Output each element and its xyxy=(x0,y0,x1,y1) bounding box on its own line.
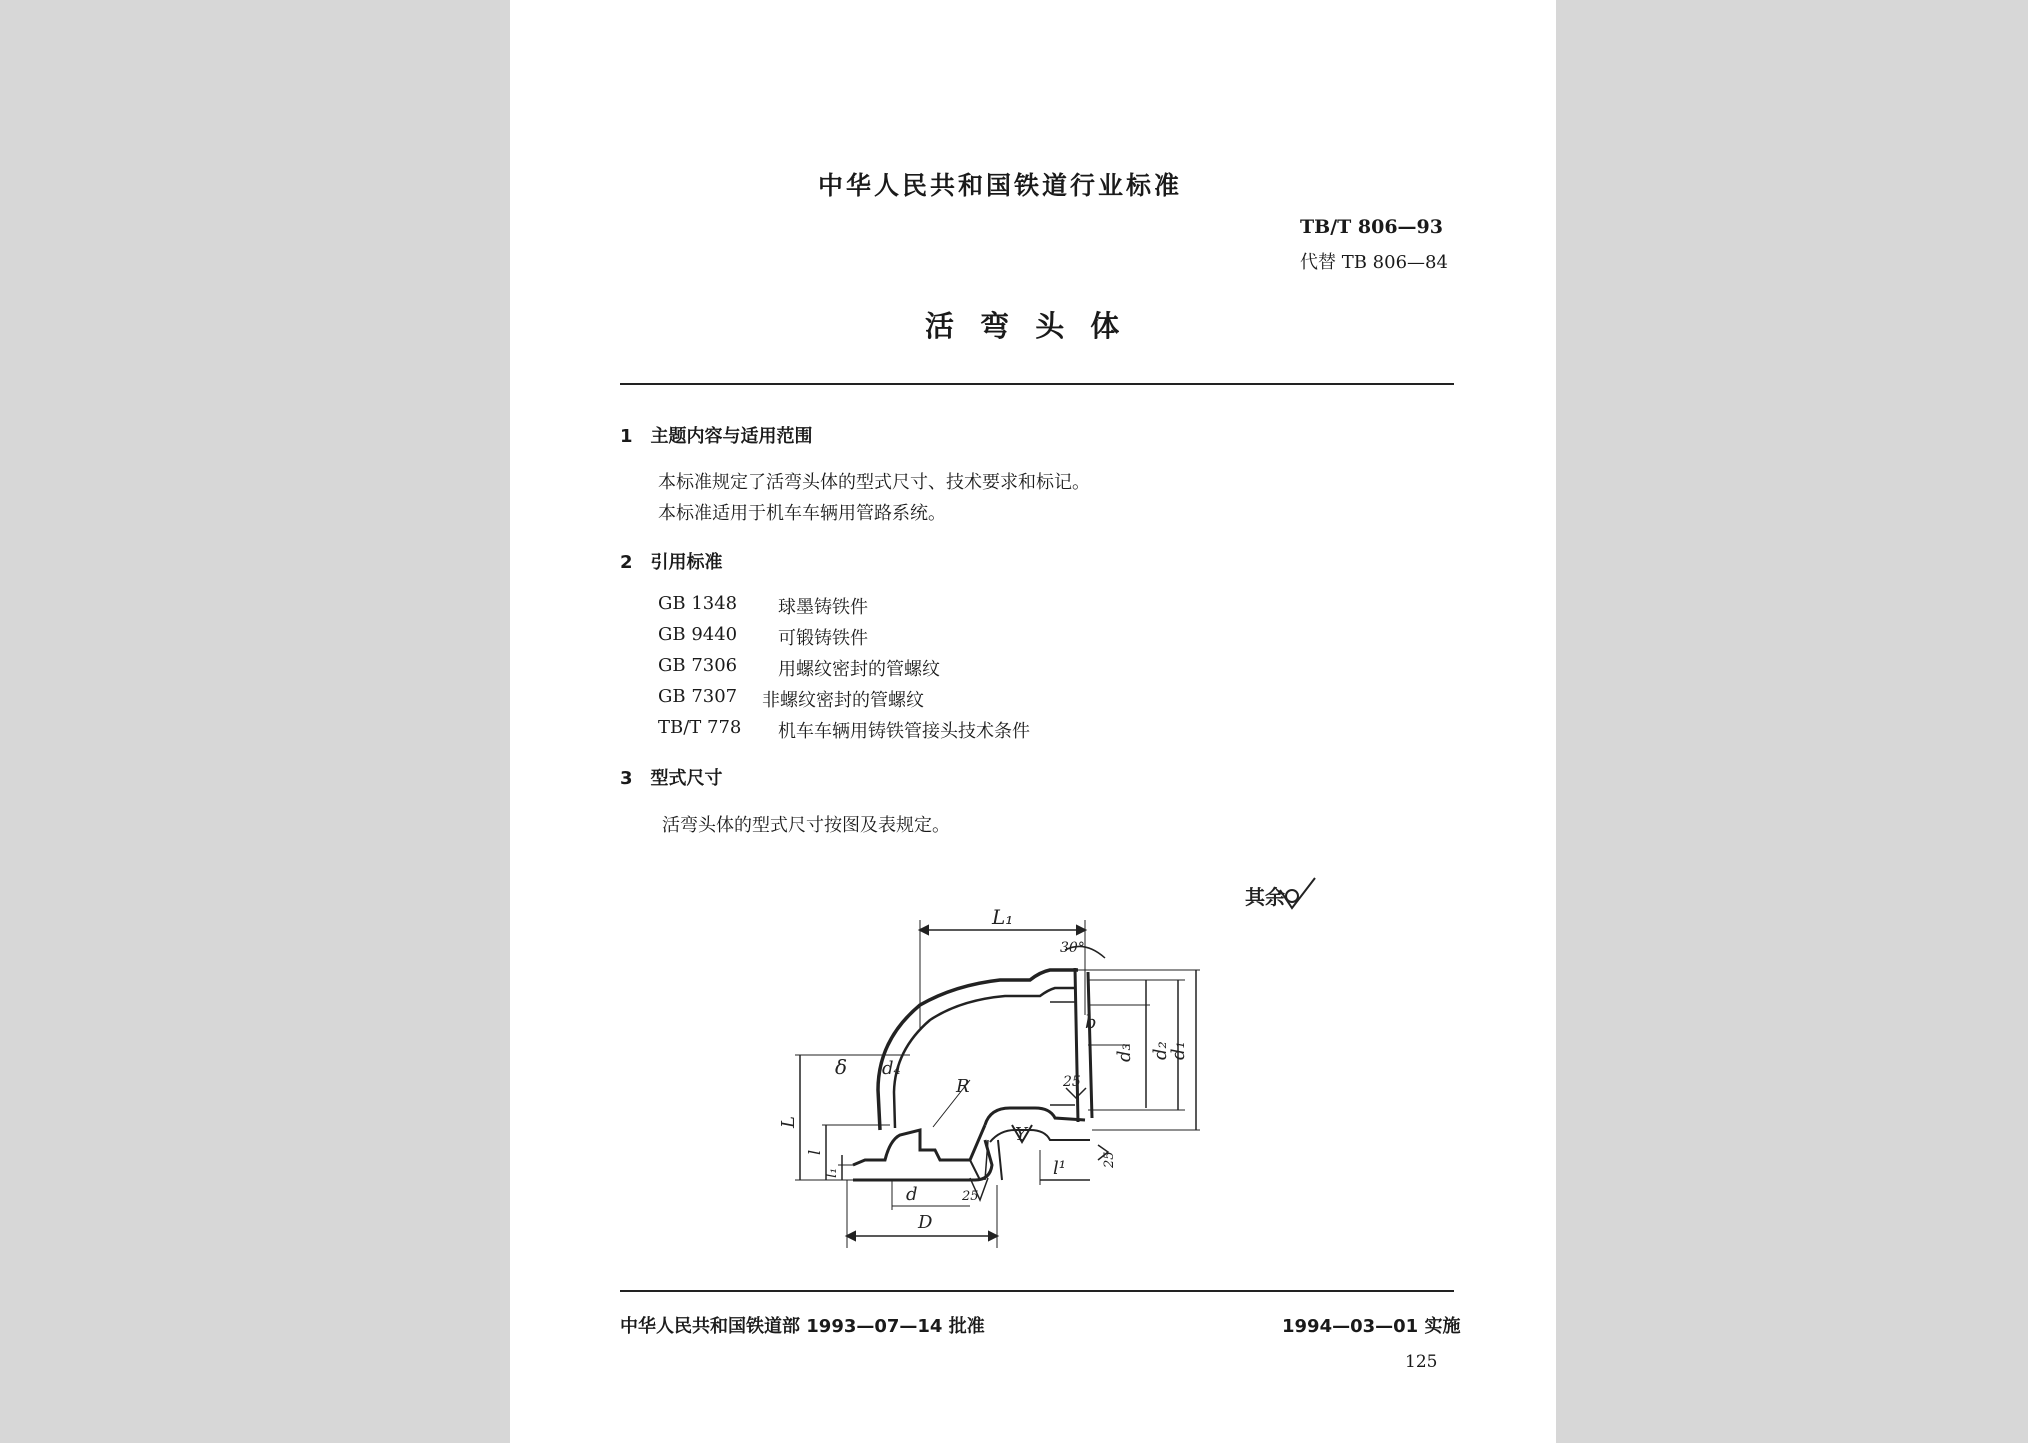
std-number: TB/T 806—93 xyxy=(1300,216,1443,238)
bottom-rule xyxy=(620,1290,1454,1292)
label-d3: d₃ xyxy=(1114,1043,1135,1062)
ref-code: GB 1348 xyxy=(658,593,738,614)
page-number: 125 xyxy=(1405,1352,1438,1372)
label-l1-left: l₁ xyxy=(824,1167,840,1178)
label-D: D xyxy=(918,1212,933,1233)
org-title: 中华人民共和国铁道行业标准 xyxy=(818,171,1183,200)
section1-para2: 本标准适用于机车车辆用管路系统。 xyxy=(658,503,946,524)
label-l: l xyxy=(805,1149,824,1155)
label-angle: 30° xyxy=(1060,940,1085,956)
doc-title: 活 弯 头 体 xyxy=(925,309,1128,343)
ref-code: GB 9440 xyxy=(658,624,738,645)
replaces-note: 代替 TB 806—84 xyxy=(1300,252,1448,273)
section2-heading: 2 引用标准 xyxy=(620,552,723,573)
document-page xyxy=(510,0,1556,1443)
ref-name: 机车车辆用铸铁管接头技术条件 xyxy=(778,721,1030,742)
roughness-symbol xyxy=(1280,878,1315,908)
ref-name: 非螺纹密封的管螺纹 xyxy=(762,690,924,711)
ref-name: 可锻铸铁件 xyxy=(778,628,868,649)
section3-heading: 3 型式尺寸 xyxy=(620,768,723,789)
label-rough2: 25 xyxy=(1102,1151,1117,1168)
label-delta: δ xyxy=(835,1055,848,1079)
section1-para1: 本标准规定了活弯头体的型式尺寸、技术要求和标记。 xyxy=(658,472,1090,493)
ref-name: 球墨铸铁件 xyxy=(778,597,868,618)
ref-name: 用螺纹密封的管螺纹 xyxy=(778,659,940,680)
label-L: L xyxy=(778,1116,799,1128)
label-rough3: 25 xyxy=(962,1189,979,1204)
surface-note: 其余 xyxy=(1245,885,1285,909)
label-d: d xyxy=(906,1184,918,1205)
label-d2: d₂ xyxy=(1150,1041,1171,1060)
label-d4: d₄ xyxy=(882,1058,901,1079)
label-l1-right: l¹ xyxy=(1053,1158,1066,1179)
elbow-drawing xyxy=(510,0,1556,1443)
ref-code: GB 7307 xyxy=(658,686,738,707)
label-Y: Y xyxy=(1015,1124,1027,1145)
approval-line: 中华人民共和国铁道部 1993—07—14 批准 xyxy=(620,1316,985,1337)
section3-para1: 活弯头体的型式尺寸按图及表规定。 xyxy=(662,815,950,836)
effective-line: 1994—03—01 实施 xyxy=(1282,1316,1461,1337)
label-rough1: 25 xyxy=(1063,1074,1081,1090)
section1-heading: 1 主题内容与适用范围 xyxy=(620,426,813,447)
label-R: R xyxy=(956,1076,970,1097)
label-d1: d₁ xyxy=(1168,1041,1189,1060)
ref-code: TB/T 778 xyxy=(658,717,742,738)
label-L1: L₁ xyxy=(992,905,1014,929)
label-b: b xyxy=(1085,1012,1097,1033)
ref-code: GB 7306 xyxy=(658,655,738,676)
